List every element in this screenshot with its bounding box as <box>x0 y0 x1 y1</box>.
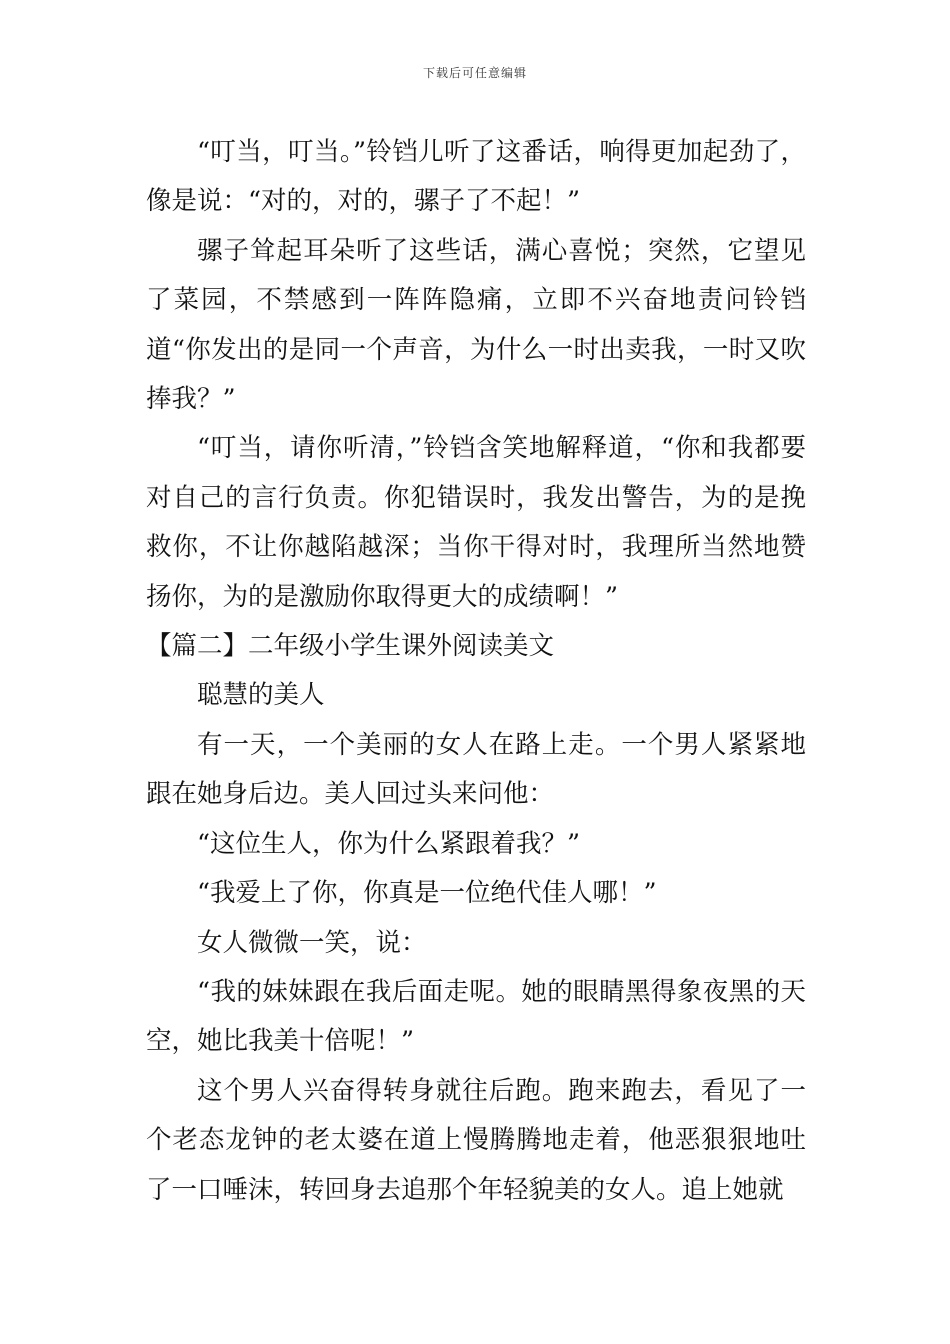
paragraph-bell-response: “叮当，叮当。”铃铛儿听了这番话，响得更加起劲了，像是说：“对的，对的，骡子了不起！” <box>146 137 806 217</box>
story-paragraph: “我的妹妹跟在我后面走呢。她的眼睛黑得象夜黑的天空，她比我美十倍呢！” <box>146 976 806 1057</box>
paragraph-mule-question: 骡子耸起耳朵听了这些话，满心喜悦；突然，它望见了菜园，不禁感到一阵阵隐痛，立即不兴奋地责问铃铛道“你发出的是同一个声音，为什么一时出卖我，一时又吹捧我？” <box>146 235 806 415</box>
section-heading: 【篇二】二年级小学生课外阅读美文 <box>146 631 555 662</box>
document-body <box>146 128 806 1215</box>
story-paragraph: “我爱上了你，你真是一位绝代佳人哪！” <box>197 878 657 909</box>
story-paragraph: 女人微微一笑，说： <box>197 927 427 958</box>
story-paragraph: “这位生人，你为什么紧跟着我？” <box>197 828 581 859</box>
story-paragraph: 有一天，一个美丽的女人在路上走。一个男人紧紧地跟在她身后边。美人回过头来问他： <box>146 729 806 810</box>
story-paragraph: 这个男人兴奋得转身就往后跑。跑来跑去，看见了一个老态龙钟的老太婆在道上慢腾腾地走着，他恶狠狠地吐了一口唾沫，转回身去追那个年轻貌美的女人。追上她就 <box>146 1075 806 1205</box>
story-title: 聪慧的美人 <box>197 680 325 711</box>
page-header-note: 下载后可任意编辑 <box>422 66 527 80</box>
paragraph-bell-explanation: “叮当，请你听清，”铃铛含笑地解释道，“你和我都要对自己的言行负责。你犯错误时，我发出警告，为的是挽救你，不让你越陷越深；当你干得对时，我理所当然地赞扬你，为的是激励你取得更大的成绩啊！” <box>146 433 806 612</box>
